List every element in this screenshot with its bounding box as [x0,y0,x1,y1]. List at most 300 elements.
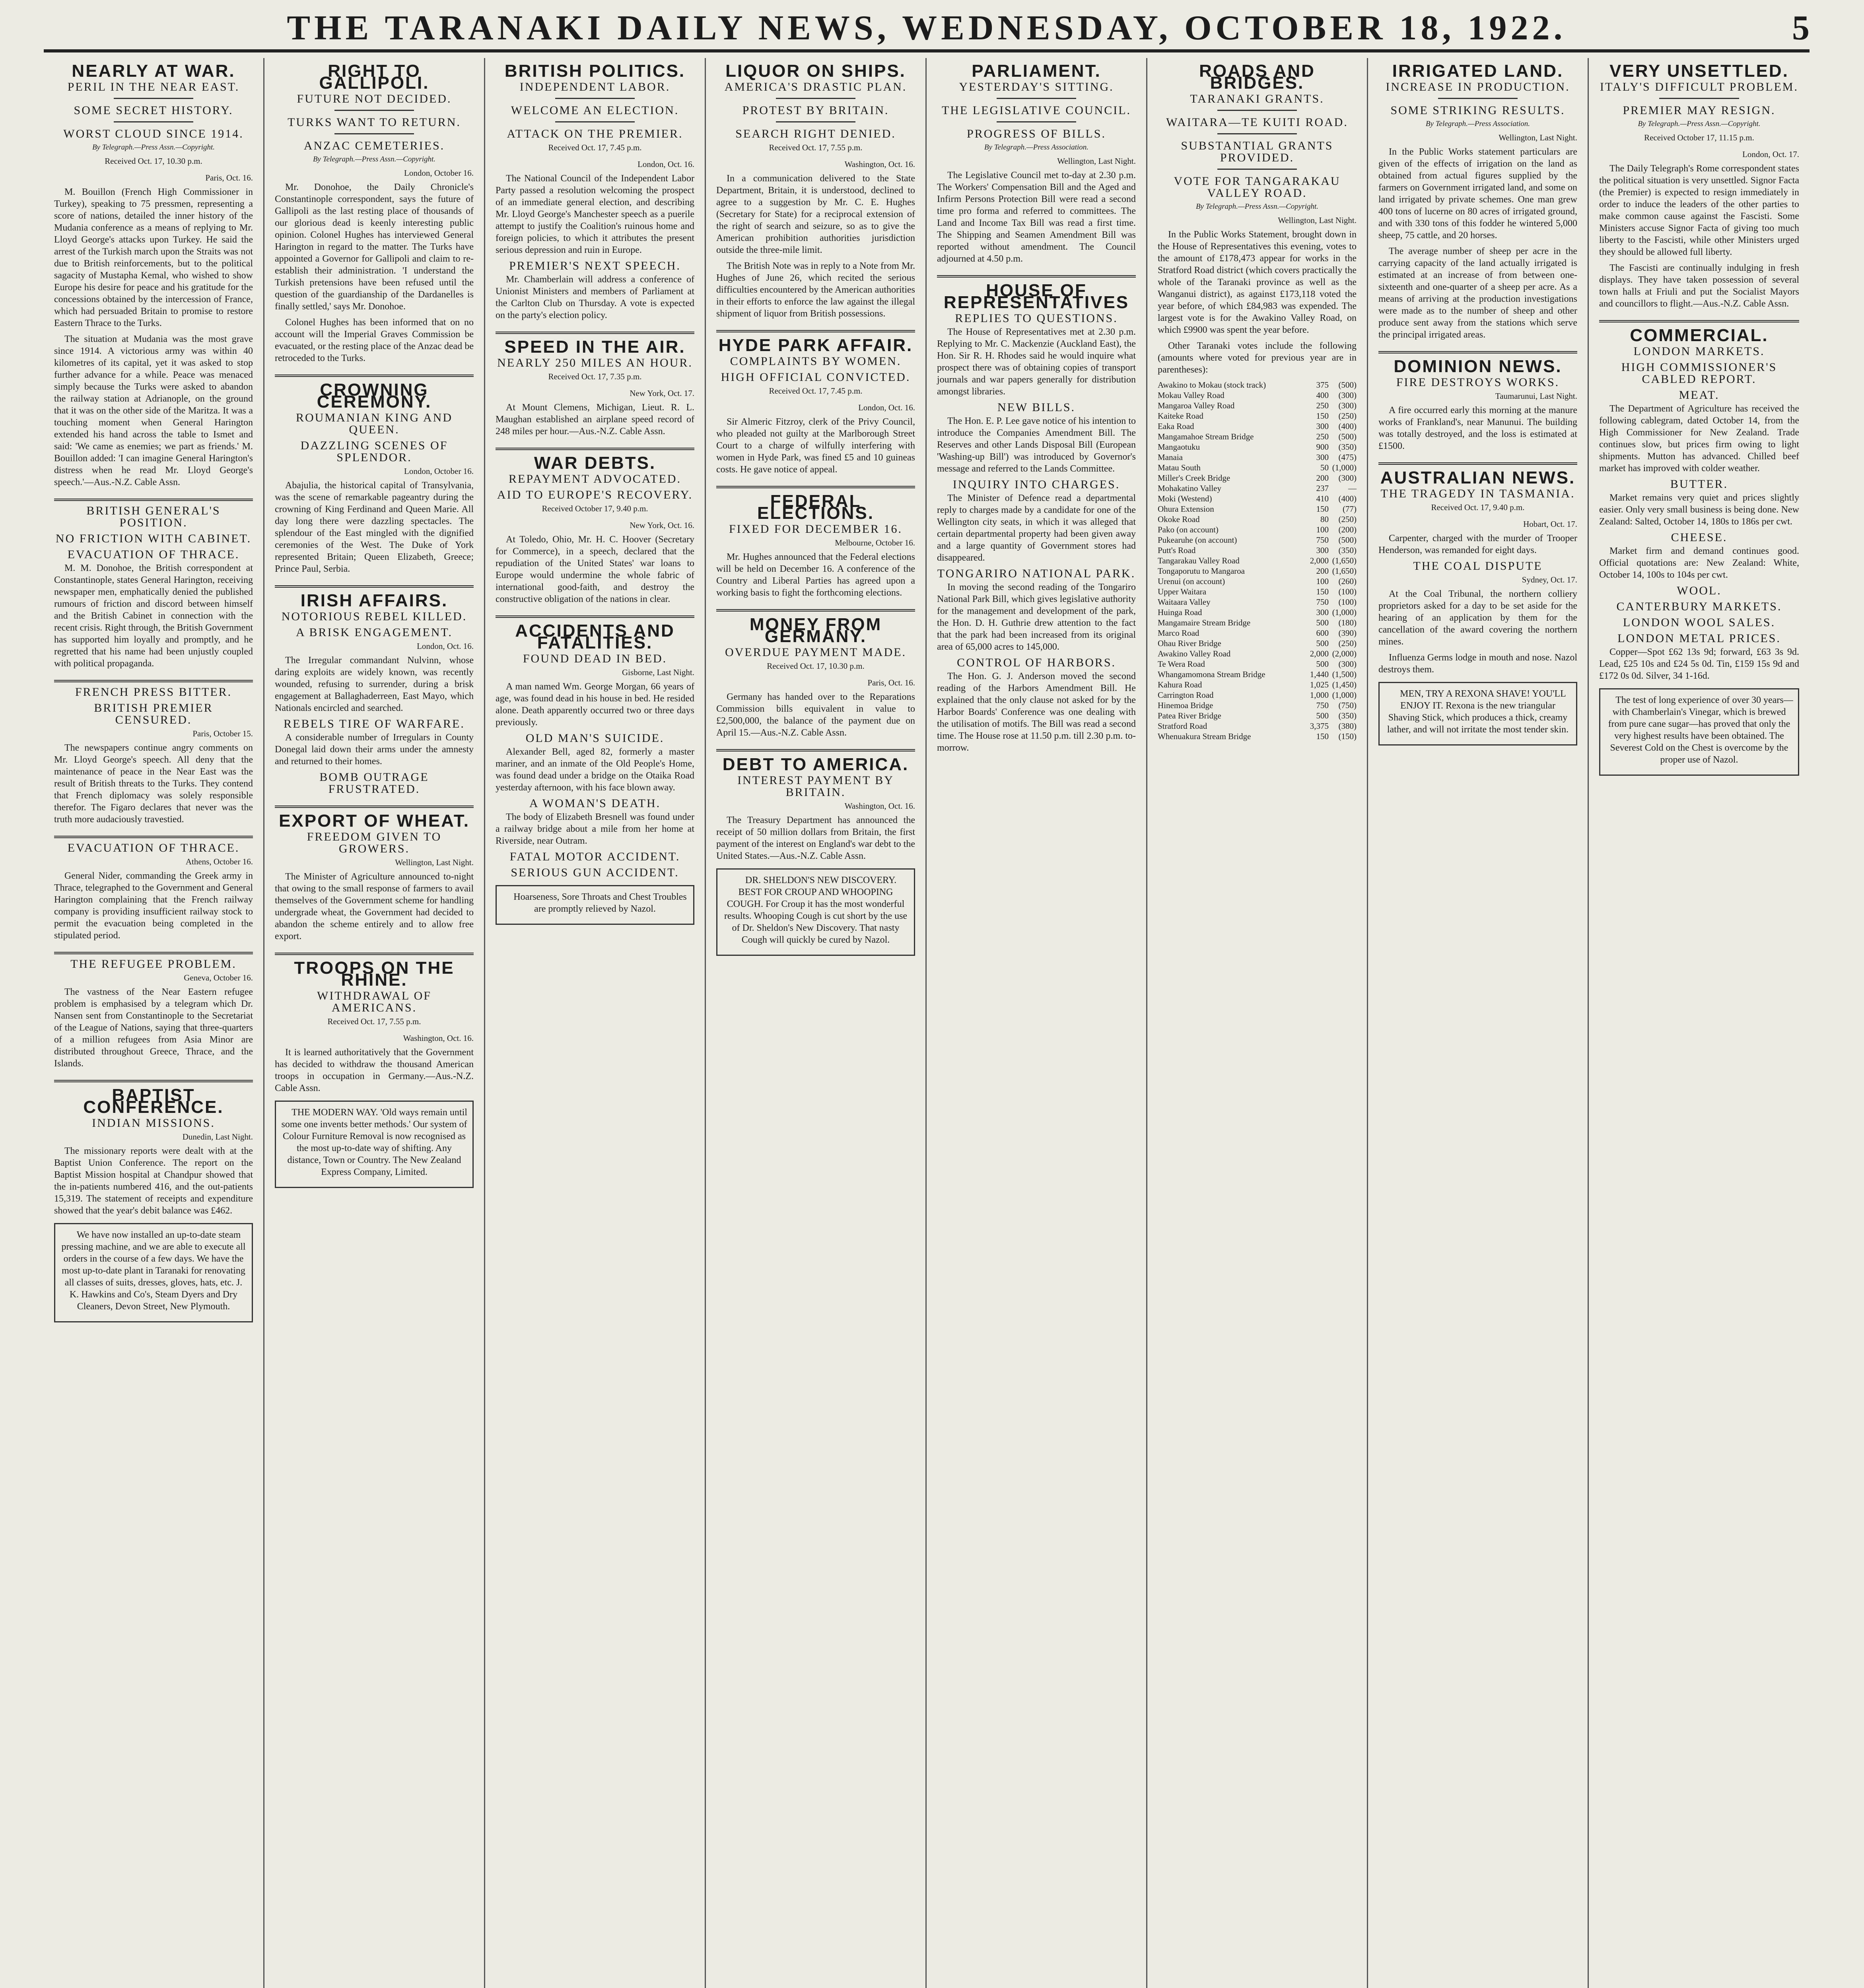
road-prev-vote: (2,000) [1332,649,1357,658]
credit-line: By Telegraph.—Press Association. [1425,120,1530,128]
subhead: FRENCH PRESS BITTER. [75,685,232,699]
road-name: Patea River Bridge [1158,711,1221,720]
road-vote: 150 [1316,732,1329,741]
columns [44,58,1810,1988]
road-vote: 300 [1316,546,1329,555]
road-vote: 237 [1316,483,1329,493]
article-paragraph: The body of Elizabeth Bresnell was found under a railway bridge about a mile from her home at Riverside, near Outram. [496,812,694,846]
road-vote-row [1158,679,1357,690]
divider [776,121,855,122]
subhead: WOOL. [1677,584,1722,597]
road-name: Okoke Road [1158,514,1200,524]
headline: PARLIAMENT. [972,61,1101,81]
road-prev-vote: (150) [1338,732,1357,741]
subhead: BOMB OUTRAGE FRUSTRATED. [319,771,429,796]
headline: COMMERCIAL. [1630,326,1769,345]
article-paragraph: At Toledo, Ohio, Mr. H. C. Hoover (Secretary for Commerce), in a speech, declared that the repudiation of the United States' war loans to Europe would undermine the whole fabric of international good-faith, and destroy the constructive obligation of the nations in clear. [496,534,694,604]
masthead-title: THE TARANAKI DAILY NEWS, WEDNESDAY, OCTOBER 18, 1922. [287,9,1567,47]
dateline: Wellington, Last Night. [1499,133,1577,142]
dateline: London, Oct. 16. [638,159,694,169]
article-paragraph: In a communication delivered to the State Department, Britain, it is understood, declined to agree to a suggestion by Mr. C. E. Hughes (Secretary for State) for a reciprocal extension of the right of search and seizure, so as to give the American prohibition authorities jurisdiction outside the three-mile limit. [716,173,915,255]
advertisement [1378,682,1577,746]
divider [555,121,635,122]
subhead: INDIAN MISSIONS. [92,1116,215,1130]
road-vote-row [1158,452,1357,462]
road-name: Whenuakura Stream Bridge [1158,732,1251,741]
subhead: A BRISK ENGAGEMENT. [296,626,453,639]
road-vote: 200 [1316,566,1329,576]
subhead: MEAT. [1679,388,1720,402]
divider [555,98,635,99]
headline: AUSTRALIAN NEWS. [1380,468,1576,487]
road-prev-vote: — [1348,483,1357,493]
divider [997,98,1076,99]
road-name: Mangamaire Stream Bridge [1158,618,1251,627]
subhead: THE LEGISLATIVE COUNCIL. [941,104,1131,117]
article-paragraph: Market firm and demand continues good. Official quotations are: New Zealand: White, October 14, 100s to 104s per cwt. [1599,546,1799,580]
subhead: CHEESE. [1671,531,1728,544]
road-name: Mangaotuku [1158,442,1200,452]
subhead: PERIL IN THE NEAR EAST. [67,80,240,93]
dateline: London, Oct. 17. [1742,149,1799,159]
subhead: SOME STRIKING RESULTS. [1390,104,1565,117]
divider [275,585,474,588]
received-line: Received Oct. 17, 7.55 p.m. [769,143,863,152]
article-paragraph: M. Bouillon (French High Commissioner in Turkey), speaking to 75 pressmen, representing a score of nations, detailed the inner history of the Mudania conference as a means of replying to Mr. Lloyd George's attacks upon Turkey. He said the arrest of the Turkish march upon the Straits was not due to British reinforcements, but to the political sagacity of Mustapha Kemal, who wished to show Europe his desire for peace and his gratitude for the concessions obtained by the intercession of France, which had persuaded Britain to promise to restore Eastern Thrace to the Turks. [54,187,253,328]
headline: TROOPS ON THE RHINE. [294,958,455,990]
subhead: REBELS TIRE OF WARFARE. [284,717,465,730]
road-name: Te Wera Road [1158,659,1205,669]
ad-text: We have now installed an up-to-date steam pressing machine, and we are able to execute all orders in the course of a few days. We have the most up-to-date plant in Taranaki for renovating all classes of suits, dresses, gloves, hats, etc. J. K. Hawkins and Co's, Steam Dyers and Dry Cleaners, Devon Street, New Plymouth. [61,1230,246,1312]
road-vote-row [1158,659,1357,669]
article-paragraph: At the Coal Tribunal, the northern colliery proprietors asked for a day to be set aside for the hearing of an application by them for the cancellation of the award covering the northern mines. [1378,589,1577,647]
headline: IRISH AFFAIRS. [300,591,448,610]
subhead: FOUND DEAD IN BED. [523,652,667,665]
road-vote-row [1158,607,1357,617]
article-paragraph: The Irregular commandant Nulvinn, whose daring exploits are widely known, was recently wounded, refusing to surrender, during a brisk engagement at Ballaghaderreen, East Mayo, which Nationals encircled and searched. [275,655,474,713]
road-prev-vote: (180) [1338,618,1357,627]
subhead: THE COAL DISPUTE [1413,559,1543,573]
dateline: Melbourne, October 16. [835,538,915,547]
road-name: Whangamomona Stream Bridge [1158,670,1265,679]
road-vote-row [1158,504,1357,514]
dateline: Washington, Oct. 16. [844,801,915,811]
road-vote: 3,375 [1310,721,1329,731]
subhead: BRITISH PREMIER CENSURED. [94,701,213,726]
article-paragraph: The Hon. G. J. Anderson moved the second reading of the Harbors Amendment Bill. He explained that the only clause not asked for by the Harbor Boards' Conference was one dealing with the utilisation of motifs. The Bill was read a second time. The House rose at 11.50 p.m. till 2.30 p.m. to-morrow. [937,671,1136,753]
subhead: ATTACK ON THE PREMIER. [507,127,683,140]
subhead: FATAL MOTOR ACCIDENT. [509,850,680,863]
column-5 [927,58,1147,1988]
road-prev-vote: (300) [1338,401,1357,410]
dateline: Paris, Oct. 16. [867,678,915,687]
divider [1217,169,1297,170]
road-vote-row [1158,473,1357,483]
road-prev-vote: (1,650) [1332,566,1357,576]
column-6 [1147,58,1368,1988]
dateline: London, October 16. [404,466,474,476]
road-vote-row [1158,524,1357,535]
road-vote-row [1158,628,1357,638]
road-vote-row [1158,390,1357,400]
road-name: Mokau Valley Road [1158,390,1225,400]
road-prev-vote: (1,000) [1332,463,1357,472]
road-prev-vote: (250) [1338,514,1357,524]
subhead: NO FRICTION WITH CABINET. [55,532,252,545]
road-prev-vote: (100) [1338,587,1357,596]
road-prev-vote: (100) [1338,597,1357,607]
subhead: VOTE FOR TANGARAKAU VALLEY ROAD. [1174,175,1341,200]
credit-line: By Telegraph.—Press Association. [984,143,1089,151]
received-line: Received Oct. 17, 7.45 p.m. [548,143,642,152]
road-vote-row [1158,700,1357,711]
divider [334,110,414,111]
road-name: Urenui (on account) [1158,577,1225,586]
subhead: DAZZLING SCENES OF SPLENDOR. [300,439,448,464]
road-prev-vote: (260) [1338,577,1357,586]
advertisement [496,885,694,925]
road-name: Pukearuhe (on account) [1158,535,1237,545]
subhead: BUTTER. [1670,478,1728,491]
subhead: INDEPENDENT LABOR. [519,80,671,93]
masthead [44,6,1810,52]
road-prev-vote: (390) [1338,628,1357,638]
road-prev-vote: (250) [1338,411,1357,421]
column-3 [485,58,706,1988]
divider [275,806,474,808]
article-paragraph: The Treasury Department has announced the receipt of 50 million dollars from Britain, the first payment of the interest on England's war debt to the United States.—Aus.-N.Z. Cable Assn. [716,815,915,861]
road-vote: 80 [1320,514,1329,524]
headline: WAR DEBTS. [534,453,656,473]
divider [496,332,694,334]
page-number: 5 [1792,9,1810,47]
advertisement [275,1101,474,1188]
road-vote-row [1158,411,1357,421]
divider [496,615,694,618]
headline: SPEED IN THE AIR. [504,337,686,357]
subhead: COMPLAINTS BY WOMEN. [730,355,902,368]
ad-text: MEN, TRY A REXONA SHAVE! YOU'LL ENJOY IT. Rexona is the new triangular Shaving Stick, which produces a thick, creamy lather, and will not irritate the most tender skin. [1387,689,1569,735]
road-name: Huinga Road [1158,608,1202,617]
headline: HYDE PARK AFFAIR. [718,336,913,355]
divider [937,275,1136,278]
road-name: Tangarakau Valley Road [1158,556,1240,565]
road-vote: 750 [1316,701,1329,710]
dateline: London, October 16. [404,168,474,178]
subhead: THE TRAGEDY IN TASMANIA. [1380,487,1575,500]
subhead: SEARCH RIGHT DENIED. [735,127,896,140]
article-paragraph: The Hon. E. P. Lee gave notice of his intention to introduce the Companies Amendment Bill. The Reserves and other Lands Disposal Bill (European 'Washing-up Bill') was introduced by Governor's message and referred to the Lands Committee. [937,416,1136,474]
divider [275,375,474,377]
headline: HOUSE OF REPRESENTATIVES [943,281,1129,312]
article-paragraph: The situation at Mudania was the most grave since 1914. A victorious army was within 40 kilometres of its capital, yet it was asked to stop further advance for a while. Peace was menaced simply because the Turks were asked to abandon the railway station at Adrianople, on the ground that it was on the other side of the Maritza. It was a touching moment when General Harington extended his hand across the table to Ismet and said: 'We came as enemies; we part as friends.' M. Bouillon added: 'I can imagine General Harington's distress when he read Mr. Lloyd George's speech.'—Aus.-N.Z. Cable Assn. [54,334,253,487]
road-vote-row [1158,576,1357,586]
road-vote: 500 [1316,659,1329,669]
road-prev-vote: (475) [1338,452,1357,462]
road-vote: 750 [1316,535,1329,545]
road-name: Ohura Extension [1158,504,1214,514]
dateline: Dunedin, Last Night. [182,1132,253,1142]
article-paragraph: The Daily Telegraph's Rome correspondent states the political situation is very unsettled. Signor Facta (the Premier) is expected to resign immediately in order to induce the leaders of the other parties to make common cause against the Fascisti. Some Ministers accuse Signor Facta of giving too much liberty to the Fascisti, while other Ministers urged they should be allowed full liberty. [1599,163,1799,257]
subhead: LONDON WOOL SALES. [1623,616,1776,629]
road-vote-row [1158,617,1357,628]
article-paragraph: Alexander Bell, aged 82, formerly a master mariner, and an inmate of the Old People's Home, was found dead under a bridge on the Otaika Road yesterday afternoon, with his face blown away. [496,747,694,793]
road-prev-vote: (1,000) [1332,608,1357,617]
dateline: Sydney, Oct. 17. [1522,575,1577,584]
dateline: London, Oct. 16. [417,641,474,651]
road-name: Kaiteke Road [1158,411,1203,421]
received-line: Received Oct. 17, 7.35 p.m. [548,372,642,381]
subhead: ROUMANIAN KING AND QUEEN. [296,411,453,436]
road-prev-vote: (77) [1343,504,1357,514]
article-paragraph: In the Public Works Statement, brought down in the House of Representatives this evening, votes to the amount of £178,473 appear for works in the Stratford Road district (which covers practically the whole of the Taranaki province as well as the Wanganui district), as against £173,118 voted the year before, of which £84,983 was expended. The largest vote is for the Awakino Valley Road, on which £9900 was spent the year before. [1158,229,1357,335]
road-vote-row [1158,690,1357,700]
road-vote-row [1158,442,1357,452]
subhead: NEW BILLS. [997,401,1076,414]
road-vote-row [1158,493,1357,504]
divider [54,836,253,838]
divider [716,749,915,751]
headline: BAPTIST CONFERENCE. [83,1085,224,1117]
ad-text: THE MODERN WAY. 'Old ways remain until some one invents better methods.' Our system of Colour Furniture Removal is now recognised as the most up-to-date way of shifting. Any distance, Town or Country. The New Zealand Express Company, Limited. [281,1107,467,1177]
road-vote-row [1158,400,1357,411]
article-paragraph: The missionary reports were dealt with at the Baptist Union Conference. The report on the Baptist Mission hospital at Chandpur showed that the in-patients numbered 416, and the out-patients 15,319. The statement of receipts and expenditure showed that the year's debit balance was £462. [54,1146,253,1216]
column-8 [1589,58,1810,1988]
divider [334,133,414,134]
article-paragraph: The Legislative Council met to-day at 2.30 p.m. The Workers' Compensation Bill and the Aged and Infirm Persons Protection Bill were read a second time pro forma and referred to committees. The Land and Income Tax Bill was read a first time. The Shipping and Seamen Amendment Bill was reported without amendment. The Council adjourned at 4.50 p.m. [937,170,1136,264]
road-vote-row [1158,586,1357,597]
divider [1378,462,1577,465]
road-vote-row [1158,421,1357,431]
road-vote: 300 [1316,421,1329,431]
road-vote-row [1158,731,1357,742]
article-paragraph: The Minister of Defence read a departmental reply to charges made by a candidate for one of the Wellington city seats, in which it was alleged that certain departmental property had been given away and a large quantity of Government stores had disappeared. [937,493,1136,563]
credit-line: By Telegraph.—Press Assn.—Copyright. [1638,120,1761,128]
credit-line: By Telegraph.—Press Assn.—Copyright. [92,143,215,151]
subhead: NOTORIOUS REBEL KILLED. [281,610,467,623]
received-line: Received Oct. 17, 7.55 p.m. [327,1017,421,1026]
column-7 [1368,58,1589,1988]
divider [496,448,694,450]
received-line: Received Oct. 17, 7.45 p.m. [769,386,863,396]
road-vote-row [1158,431,1357,442]
divider [54,680,253,682]
headline: NEARLY AT WAR. [72,61,235,81]
road-name: Ohau River Bridge [1158,639,1221,648]
road-name: Kahura Road [1158,680,1202,689]
road-vote-row [1158,566,1357,576]
advertisement [716,868,915,956]
dateline: Paris, October 15. [192,729,253,738]
dateline: Athens, October 16. [185,857,253,866]
road-vote-row [1158,545,1357,555]
road-votes-list [1158,380,1357,742]
road-vote-row [1158,597,1357,607]
divider [716,486,915,488]
road-name: Mangaroa Valley Road [1158,401,1235,410]
article-paragraph: General Nider, commanding the Greek army in Thrace, telegraphed to the Government and General Harington complaining that the French railway company is providing insufficient railway stock to permit the evacuation being completed in the stipulated period. [54,871,253,941]
subhead: NEARLY 250 MILES AN HOUR. [497,356,693,369]
road-prev-vote: (400) [1338,421,1357,431]
headline: ROADS AND BRIDGES. [1199,61,1315,93]
article-paragraph: In the Public Works statement particulars are given of the effects of irrigation on the land as obtained from actual figures supplied by the farmers on Government irrigated land, and some on land irrigated by private schemes. One man grew 400 tons of lucerne on 80 acres of irrigated ground, and with 330 tons of this fodder he wintered 5,000 sheep, 75 cattle, and 20 horses. [1378,147,1577,241]
headline: LIQUOR ON SHIPS. [725,61,906,81]
road-prev-vote: (250) [1338,639,1357,648]
subhead: TURKS WANT TO RETURN. [288,116,461,129]
road-prev-vote: (350) [1338,711,1357,720]
road-vote: 150 [1316,587,1329,596]
road-name: Mohakatino Valley [1158,483,1222,493]
article-paragraph: Mr. Hughes announced that the Federal elections will be held on December 16. A conference of the Country and Liberal Parties has agreed upon a working basis to fight the forthcoming elections. [716,552,915,598]
divider [275,953,474,955]
road-vote: 250 [1316,401,1329,410]
article-paragraph: A considerable number of Irregulars in County Donegal laid down their arms under the amnesty and returned to their homes. [275,732,474,767]
article-paragraph: Carpenter, charged with the murder of Trooper Henderson, was remanded for eight days. [1378,533,1577,555]
credit-line: By Telegraph.—Press Assn.—Copyright. [313,155,436,163]
subhead: EVACUATION OF THRACE. [67,548,240,561]
article-paragraph: Germany has handed over to the Reparations Commission bills equivalent in value to £2,500,000, the balance of the payment due on April 15.—Aus.-N.Z. Cable Assn. [716,692,915,738]
road-name: Stratford Road [1158,721,1207,731]
divider [54,499,253,501]
article-paragraph: The Department of Agriculture has received the following cablegram, dated October 14, from the High Commissioner for New Zealand. Trade continues slow, but prices firm owing to light shipments. Mutton has advanced. Chilled beef market has improved with colder weather. [1599,404,1799,474]
dateline: Hobart, Oct. 17. [1523,519,1577,529]
road-vote: 500 [1316,618,1329,627]
road-prev-vote: (380) [1338,721,1357,731]
article-paragraph: The newspapers continue angry comments on Mr. Lloyd George's speech. All deny that the maintenance of peace in the Near East was the result of British threats to the Turks. They contend that French diplomacy was solely responsible therefor. The Figaro declares that never was the truth more audaciously travestied. [54,743,253,825]
road-name: Carrington Road [1158,690,1214,700]
subhead: FIXED FOR DECEMBER 16. [729,522,903,536]
headline: RIGHT TO GALLIPOLI. [319,61,430,93]
headline: ACCIDENTS AND FATALITIES. [515,621,675,652]
divider [1438,98,1518,99]
divider [997,121,1076,122]
headline: MONEY FROM GERMANY. [749,615,882,646]
divider [1217,133,1297,134]
subhead: ITALY'S DIFFICULT PROBLEM. [1600,80,1798,93]
divider [54,952,253,954]
advertisement [54,1223,253,1322]
subhead: AID TO EUROPE'S RECOVERY. [497,488,693,501]
subhead: TONGARIRO NATIONAL PARK. [937,567,1136,580]
road-name: Putt's Road [1158,546,1196,555]
ad-text: The test of long experience of over 30 years—with Chamberlain's Vinegar, which is brewed from pure cane sugar—has proved that only the very highest results have been obtained. The Severest Cold on the Chest is overcome by the proper use of Nazol. [1608,695,1793,765]
road-prev-vote: (200) [1338,525,1357,534]
divider [114,121,193,122]
road-name: Hinemoa Bridge [1158,701,1213,710]
subhead: PROGRESS OF BILLS. [967,127,1106,140]
road-vote-row [1158,483,1357,493]
road-name: Upper Waitara [1158,587,1207,596]
dateline: Wellington, Last Night. [395,858,474,867]
received-line: Received Oct. 17, 10.30 p.m. [105,156,202,166]
road-prev-vote: (300) [1338,473,1357,483]
road-prev-vote: (300) [1338,390,1357,400]
subhead: TARANAKI GRANTS. [1190,92,1324,105]
headline: EXPORT OF WHEAT. [279,811,470,831]
road-prev-vote: (750) [1338,701,1357,710]
subhead: INQUIRY INTO CHARGES. [952,478,1120,491]
road-vote-row [1158,669,1357,679]
road-name: Pako (on account) [1158,525,1219,534]
subhead: A WOMAN'S DEATH. [529,797,661,810]
road-vote: 600 [1316,628,1329,638]
dateline: New York, Oct. 16. [630,520,694,530]
headline: DOMINION NEWS. [1394,357,1562,376]
road-vote: 150 [1316,504,1329,514]
article-paragraph: Colonel Hughes has been informed that on no account will the Imperial Graves Commission be evacuated, or the resting place of the Anzac dead be retroceded to the Turks. [275,317,474,363]
advertisement [1599,688,1799,776]
road-prev-vote: (350) [1338,546,1357,555]
road-vote: 2,000 [1310,649,1329,658]
article-paragraph: Market remains very quiet and prices slightly easier. Only very small business is being done. New Zealand: Salted, October 14, 180s to 186s per cwt. [1599,493,1799,527]
road-vote: 2,000 [1310,556,1329,565]
divider [1378,351,1577,353]
received-line: Received Oct. 17, 10.30 p.m. [767,661,865,671]
subhead: OLD MAN'S SUICIDE. [525,732,665,745]
road-vote-row [1158,514,1357,524]
dateline: London, Oct. 16. [858,403,915,412]
subhead: ANZAC CEMETERIES. [303,139,445,152]
subhead: SERIOUS GUN ACCIDENT. [511,866,679,879]
article-paragraph: Other Taranaki votes include the following (amounts where voted for previous year are in parentheses): [1158,341,1357,375]
dateline: Wellington, Last Night. [1278,215,1357,225]
article-paragraph: The average number of sheep per acre in the carrying capacity of the land actually irrigated is estimated at an increase of from between one-sixteenth and one-quarter of a sheep per acre. As a means of arriving at the production investigations were made as to the number of sheep and other produce sent away from the stations which serve the principal irrigated areas. [1378,246,1577,340]
article-paragraph: A man named Wm. George Morgan, 66 years of age, was found dead in his house in bed. He resided alone. Death apparently occurred two or three days previously. [496,681,694,728]
subhead: SOME SECRET HISTORY. [74,104,233,117]
road-vote: 250 [1316,432,1329,441]
road-prev-vote: (500) [1338,380,1357,390]
subhead: CONTROL OF HARBORS. [956,656,1116,669]
road-prev-vote: (400) [1338,494,1357,503]
road-name: Marco Road [1158,628,1199,638]
dateline: Paris, Oct. 16. [205,173,253,182]
dateline: Wellington, Last Night. [1057,156,1136,166]
subhead: CANTERBURY MARKETS. [1616,600,1782,613]
road-vote: 900 [1316,442,1329,452]
article-paragraph: Influenza Germs lodge in mouth and nose. Nazol destroys them. [1378,652,1577,675]
road-vote-row [1158,721,1357,731]
subhead: OVERDUE PAYMENT MADE. [725,646,907,659]
road-vote: 400 [1316,390,1329,400]
article-paragraph: Sir Almeric Fitzroy, clerk of the Privy Council, who pleaded not guilty at the Marlborough Street Court to a charge of wilfully interfering with women in Hyde Park, was fined £5 and 10 guineas costs. He gave notice of appeal. [716,417,915,475]
received-line: Received October 17, 11.15 p.m. [1644,133,1754,142]
road-vote-row [1158,555,1357,566]
article-paragraph: It is learned authoritatively that the Government has decided to withdraw the thousand American troops in occupation in Germany.—Aus.-N.Z. Cable Assn. [275,1047,474,1093]
subhead: BRITISH GENERAL'S POSITION. [86,504,221,529]
road-vote: 300 [1316,452,1329,462]
road-name: Mangamahoe Stream Bridge [1158,432,1254,441]
road-vote-row [1158,638,1357,648]
road-vote-row [1158,535,1357,545]
road-prev-vote: (500) [1338,535,1357,545]
article-paragraph: In moving the second reading of the Tongariro National Park Bill, which gives legislative authority for the management and development of the park, the Hon. D. H. Guthrie drew attention to the fact that the park had been increased from its original area of 65,000 acres to 145,000. [937,582,1136,652]
dateline: Washington, Oct. 16. [844,159,915,169]
subhead: INTEREST PAYMENT BY BRITAIN. [737,774,894,799]
road-vote-row [1158,648,1357,659]
subhead: WORST CLOUD SINCE 1914. [63,127,244,140]
road-prev-vote: (1,000) [1332,690,1357,700]
road-name: Awakino Valley Road [1158,649,1231,658]
road-vote: 100 [1316,577,1329,586]
road-name: Manaia [1158,452,1183,462]
subhead: HIGH OFFICIAL CONVICTED. [721,371,911,384]
subhead: REPAYMENT ADVOCATED. [509,472,681,485]
subhead: THE REFUGEE PROBLEM. [70,957,237,971]
divider [114,98,193,99]
subhead: HIGH COMMISSIONER'S CABLED REPORT. [1621,361,1777,386]
road-vote: 1,440 [1310,670,1329,679]
road-prev-vote: (1,650) [1332,556,1357,565]
